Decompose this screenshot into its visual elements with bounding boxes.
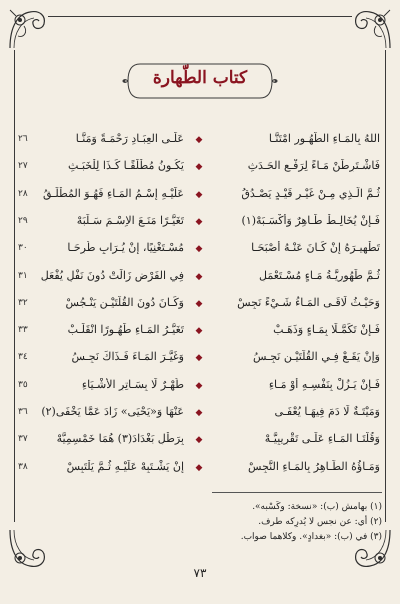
footnote-divider <box>212 492 382 493</box>
hemistich-separator-icon: ◆ <box>195 408 203 418</box>
first-hemistich: فَـإِنْ يَـزُلْ بِنَفْسِـهِ أَوْ مَـاءِ <box>268 377 380 391</box>
second-hemistich: بِرَطْلِ بَغْدَادَ(٣) هُمَا خَمْسِمِيَّهْ <box>56 432 184 446</box>
second-hemistich: تَغَيُّـرًا مَنَـعَ الاِسْـمَ سَـلَبَهْ <box>76 213 184 227</box>
verse-line <box>0 155 400 179</box>
second-hemistich: تَغَيُّـرُ المَـاءِ طَهُـورًا انْقَلَـبْ <box>67 323 184 337</box>
verse-number: ٣٢ <box>18 297 28 308</box>
frame-top-line <box>48 16 352 17</box>
verse-line <box>0 428 400 452</box>
hemistich-separator-icon: ◆ <box>195 435 203 446</box>
first-hemistich: وَمَيْتَـةٌ لَا دَمَ فِيهَـا يُعْفَـى <box>274 405 380 418</box>
verse-line <box>0 319 400 343</box>
first-hemistich: فَـإِنْ تَكَمَّـلَا بِمَـاءٍ وَذَهَـبْ <box>273 323 380 337</box>
footnote-3: (٣) في (ب): «بغدادٍ». وكلاهما صواب. <box>240 532 382 542</box>
verse-line <box>0 346 400 370</box>
second-hemistich: وَكَـانَ دُونَ القُلَّتَيْـنِ يَنْـجُسْ <box>65 295 184 309</box>
first-hemistich: وَحَيْـثُ لَاقَـى المَـاءُ شَـيْءً نَجِسْ <box>237 295 380 309</box>
footnote-2: (٢) أي: عن نجس لا يُدرِكه طرف. <box>258 517 382 527</box>
verse-line <box>0 292 400 316</box>
verse-line <box>0 401 400 425</box>
hemistich-separator-icon: ◆ <box>195 244 203 255</box>
verse-line <box>0 456 400 480</box>
verse-line <box>0 183 400 207</box>
second-hemistich: طُهْـرٌ لَا بِسَـاتِرِ الأَشْـيَاءِ <box>81 377 184 391</box>
hemistich-separator-icon: ◆ <box>195 271 203 282</box>
verse-line <box>0 128 400 152</box>
hemistich-separator-icon: ◆ <box>195 189 203 200</box>
second-hemistich: عَلَيْـهِ إِسْـمُ المَـاءِ فَهُـوَ المُطْلَـقُ <box>42 186 184 200</box>
second-hemistich: وَغَيَّـرَ المَـاءَ فَـذَاكَ نَجِـسُ <box>71 350 184 364</box>
verse-number: ٣٧ <box>18 434 28 445</box>
second-hemistich: فِي الفَرْضِ زَالَتْ دُونَ نَفْلٍ يُفْعَلِ <box>40 268 184 282</box>
corner-ornament-icon <box>348 6 394 52</box>
hemistich-separator-icon: ◆ <box>195 298 203 309</box>
footnote-1: (١) بهامش (ب): «نسخة: وكَسْبه». <box>252 502 382 512</box>
verse-number: ٣٦ <box>18 407 28 417</box>
first-hemistich: تَطْهِيـرَهُ إِنْ كَـانَ عَنْـهُ أَصْبَحَـا <box>251 241 380 255</box>
hemistich-separator-icon: ◆ <box>195 462 203 473</box>
second-hemistich: عَلَـى العِبَـادِ رَحْمَـةً وَمَنَّـا <box>75 132 184 145</box>
hemistich-separator-icon: ◆ <box>195 162 203 173</box>
verse-number: ٢٨ <box>18 188 28 199</box>
footnotes <box>30 500 382 545</box>
hemistich-separator-icon: ◆ <box>195 135 203 145</box>
verse-number: ٣٨ <box>18 461 28 472</box>
verse-number: ٢٩ <box>18 215 28 226</box>
verse-number: ٣٤ <box>18 352 28 363</box>
verse-number: ٣٠ <box>18 243 28 254</box>
hemistich-separator-icon: ◆ <box>195 380 203 391</box>
hemistich-separator-icon: ◆ <box>195 326 203 337</box>
verse-number: ٣٣ <box>18 325 28 336</box>
verse-number: ٢٦ <box>18 134 28 144</box>
verse-number: ٣٥ <box>18 379 28 390</box>
first-hemistich: وَإِنْ يَقَـعْ فِـي القُلَّتَيْـنِ نَجِـسُ <box>252 350 380 364</box>
page-number: ٧٣ <box>193 566 207 580</box>
second-hemistich: إِنْ يَشْـتَبِهْ عَلَيْـهِ ثُـمَّ يَلْتَبِسْ <box>66 459 184 473</box>
verse-number: ٣١ <box>18 270 28 281</box>
second-hemistich: مُسْـتَغْنِيًا، إِنْ يُـرَابٍ طُرِحَـا <box>67 241 184 255</box>
first-hemistich: وَقُلَّتَـا المَـاءِ عَلَـى تَقْرِيبِيَّـهْ <box>264 432 380 446</box>
first-hemistich: وَمَـاؤُهُ الطَّـاهِرُ بِالمَـاءِ النَّجِسْ <box>248 459 380 473</box>
verse-line <box>0 374 400 398</box>
verse-line <box>0 237 400 261</box>
hemistich-separator-icon: ◆ <box>195 216 203 227</box>
verse-line <box>0 210 400 234</box>
verse-number: ٢٧ <box>18 161 28 172</box>
first-hemistich: فَـإِنْ يُخَالِـطْ طَـاهِرٌ وَأَكْسَـبَهْ(١) <box>241 213 380 227</box>
first-hemistich: ثُـمَّ طَهُورِيَّـةُ مَـاءٍ مُسْـتَعْمَلِ <box>259 268 380 282</box>
first-hemistich: اللهُ بِالمَـاءِ الطَّهُـورِ امْتَنَّـا <box>268 132 380 145</box>
verse-line <box>0 265 400 289</box>
second-hemistich: يَكُـونُ مُطْلَقًـا كَـذَا لِلْخَبَـثِ <box>67 159 184 173</box>
chapter-title: كتاب الطّهارة <box>152 68 248 88</box>
first-hemistich: ثُـمَّ الَّـذِي مِـنْ غَيْـرِ قَيْـدٍ يَصْـدُقُ <box>241 186 380 200</box>
chapter-title-badge <box>120 56 280 106</box>
hemistich-separator-icon: ◆ <box>195 353 203 364</box>
first-hemistich: فَاشْـتَرِطَنْ مَـاءً لِرَفْـعِ الحَـدَثِ <box>247 159 380 173</box>
corner-ornament-icon <box>6 6 52 52</box>
second-hemistich: عَنْهَا وَ«يَحْيَى» زَادَ عَمَّا يَخْفَى(٢) <box>41 405 184 418</box>
